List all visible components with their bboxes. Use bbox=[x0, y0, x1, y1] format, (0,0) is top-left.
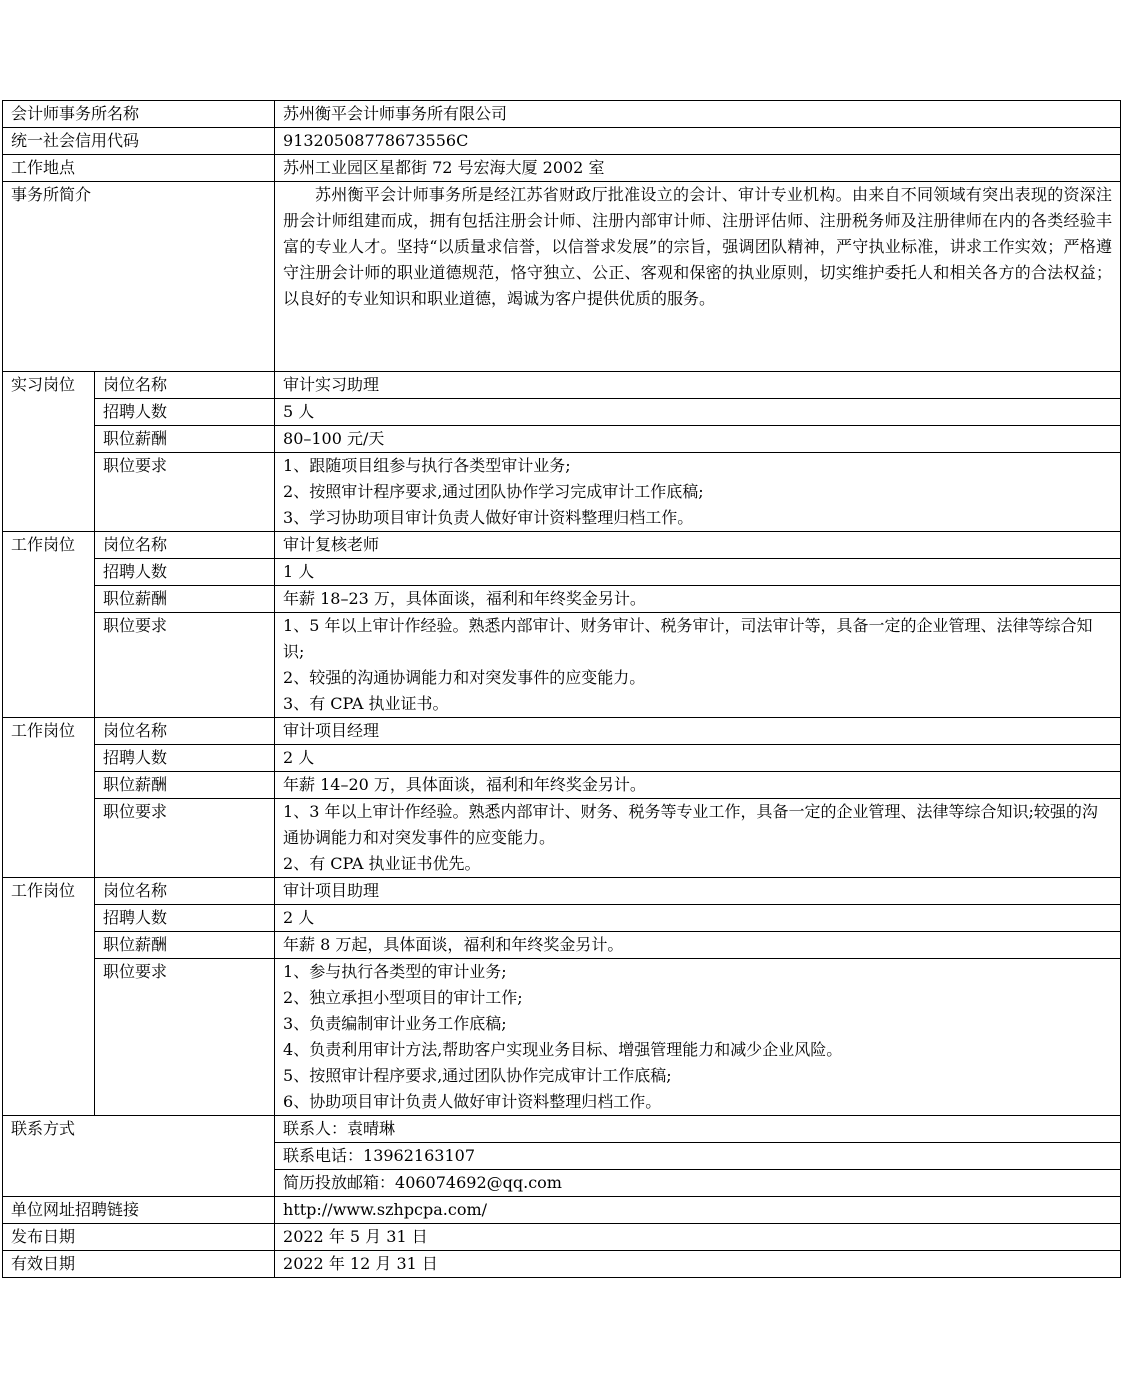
valid-date-row bbox=[3, 1251, 1121, 1278]
intro-text bbox=[275, 182, 1121, 372]
position-row bbox=[3, 426, 1121, 453]
address-value: 苏州工业园区星都街 72 号宏海大厦 2002 室 bbox=[275, 155, 1121, 182]
requirement-item: 3、学习协助项目审计负责人做好审计资料整理归档工作。 bbox=[283, 508, 694, 527]
requirements-list bbox=[275, 613, 1121, 718]
headcount-label: 招聘人数 bbox=[95, 559, 275, 586]
position-row bbox=[3, 559, 1121, 586]
contact-phone: 联系电话：13962163107 bbox=[275, 1143, 1121, 1170]
requirements-label: 职位要求 bbox=[95, 799, 275, 878]
contact-label: 联系方式 bbox=[3, 1116, 275, 1197]
position-row bbox=[3, 745, 1121, 772]
position-row bbox=[3, 932, 1121, 959]
salary-value: 年薪 18–23 万，具体面谈，福利和年终奖金另计。 bbox=[275, 586, 1121, 613]
credit-code-row bbox=[3, 128, 1121, 155]
headcount-value: 5 人 bbox=[275, 399, 1121, 426]
headcount-label: 招聘人数 bbox=[95, 745, 275, 772]
requirements-list bbox=[275, 959, 1121, 1116]
position-category: 实习岗位 bbox=[3, 372, 95, 532]
contact-person: 联系人：袁晴琳 bbox=[275, 1116, 1121, 1143]
position-row bbox=[3, 453, 1121, 532]
position-name-label: 岗位名称 bbox=[95, 878, 275, 905]
address-label: 工作地点 bbox=[3, 155, 275, 182]
position-category: 工作岗位 bbox=[3, 878, 95, 1116]
requirement-item: 2、按照审计程序要求,通过团队协作学习完成审计工作底稿; bbox=[283, 482, 704, 501]
requirement-item: 5、按照审计程序要求,通过团队协作完成审计工作底稿; bbox=[283, 1066, 672, 1085]
position-row bbox=[3, 586, 1121, 613]
valid-date-label: 有效日期 bbox=[3, 1251, 275, 1278]
position-name-label: 岗位名称 bbox=[95, 532, 275, 559]
position-name-value: 审计实习助理 bbox=[275, 372, 1121, 399]
position-row bbox=[3, 905, 1121, 932]
requirement-item: 3、负责编制审计业务工作底稿; bbox=[283, 1014, 507, 1033]
position-row bbox=[3, 772, 1121, 799]
position-row bbox=[3, 372, 1121, 399]
requirement-item: 1、5 年以上审计作经验。熟悉内部审计、财务审计、税务审计，司法审计等，具备一定的企业管理、法律等综合知识; bbox=[283, 616, 1093, 661]
requirement-item: 4、负责利用审计方法,帮助客户实现业务目标、增强管理能力和减少企业风险。 bbox=[283, 1040, 843, 1059]
requirement-item: 3、有 CPA 执业证书。 bbox=[283, 694, 449, 713]
position-name-value: 审计项目助理 bbox=[275, 878, 1121, 905]
firm-name-value: 苏州衡平会计师事务所有限公司 bbox=[275, 101, 1121, 128]
valid-date-value: 2022 年 12 月 31 日 bbox=[275, 1251, 1121, 1278]
position-name-value: 审计项目经理 bbox=[275, 718, 1121, 745]
address-row bbox=[3, 155, 1121, 182]
salary-label: 职位薪酬 bbox=[95, 586, 275, 613]
headcount-value: 2 人 bbox=[275, 745, 1121, 772]
position-row bbox=[3, 399, 1121, 426]
requirements-label: 职位要求 bbox=[95, 959, 275, 1116]
requirement-item: 6、协助项目审计负责人做好审计资料整理归档工作。 bbox=[283, 1092, 662, 1111]
position-row bbox=[3, 613, 1121, 718]
salary-value: 年薪 8 万起，具体面谈，福利和年终奖金另计。 bbox=[275, 932, 1121, 959]
headcount-value: 1 人 bbox=[275, 559, 1121, 586]
intro-label: 事务所简介 bbox=[3, 182, 275, 372]
position-row bbox=[3, 532, 1121, 559]
requirement-item: 2、独立承担小型项目的审计工作; bbox=[283, 988, 523, 1007]
requirements-label: 职位要求 bbox=[95, 613, 275, 718]
credit-code-value: 91320508778673556C bbox=[275, 128, 1121, 155]
salary-value: 年薪 14–20 万，具体面谈，福利和年终奖金另计。 bbox=[275, 772, 1121, 799]
headcount-value: 2 人 bbox=[275, 905, 1121, 932]
salary-label: 职位薪酬 bbox=[95, 932, 275, 959]
position-row bbox=[3, 718, 1121, 745]
position-name-label: 岗位名称 bbox=[95, 718, 275, 745]
credit-code-label: 统一社会信用代码 bbox=[3, 128, 275, 155]
position-name-label: 岗位名称 bbox=[95, 372, 275, 399]
requirements-list bbox=[275, 799, 1121, 878]
contact-email: 简历投放邮箱：406074692@qq.com bbox=[275, 1170, 1121, 1197]
recruitment-table bbox=[2, 100, 1121, 1278]
position-row bbox=[3, 799, 1121, 878]
website-row bbox=[3, 1197, 1121, 1224]
position-category: 工作岗位 bbox=[3, 532, 95, 718]
position-row bbox=[3, 878, 1121, 905]
requirement-item: 1、参与执行各类型的审计业务; bbox=[283, 962, 507, 981]
intro-paragraph: 苏州衡平会计师事务所是经江苏省财政厅批准设立的会计、审计专业机构。由来自不同领域有突出表现的资深注册会计师组建而成，拥有包括注册会计师、注册内部审计师、注册评估师、注册税务师及注册律师在内的各类经验丰富的专业人才。坚持“以质量求信誉，以信誉求发展”的宗旨，强调团队精神，严守执业标准，讲求工作实效；严格遵守注册会计师的职业道德规范，恪守独立、公正、客观和保密的执业原则，切实维护委托人和相关各方的合法权益；以良好的专业知识和职业道德，竭诚为客户提供优质的服务。 bbox=[283, 185, 1113, 308]
firm-name-label: 会计师事务所名称 bbox=[3, 101, 275, 128]
publish-date-row bbox=[3, 1224, 1121, 1251]
requirement-item: 2、较强的沟通协调能力和对突发事件的应变能力。 bbox=[283, 668, 646, 687]
position-name-value: 审计复核老师 bbox=[275, 532, 1121, 559]
position-category: 工作岗位 bbox=[3, 718, 95, 878]
headcount-label: 招聘人数 bbox=[95, 399, 275, 426]
contact-row bbox=[3, 1116, 1121, 1143]
requirements-label: 职位要求 bbox=[95, 453, 275, 532]
requirement-item: 1、跟随项目组参与执行各类型审计业务; bbox=[283, 456, 571, 475]
requirements-list bbox=[275, 453, 1121, 532]
position-row bbox=[3, 959, 1121, 1116]
headcount-label: 招聘人数 bbox=[95, 905, 275, 932]
publish-date-label: 发布日期 bbox=[3, 1224, 275, 1251]
salary-label: 职位薪酬 bbox=[95, 426, 275, 453]
publish-date-value: 2022 年 5 月 31 日 bbox=[275, 1224, 1121, 1251]
website-label: 单位网址招聘链接 bbox=[3, 1197, 275, 1224]
requirement-item: 1、3 年以上审计作经验。熟悉内部审计、财务、税务等专业工作，具备一定的企业管理、法律等综合知识;较强的沟通协调能力和对突发事件的应变能力。 bbox=[283, 802, 1098, 847]
website-link[interactable]: http://www.szhpcpa.com/ bbox=[275, 1197, 1121, 1224]
requirement-item: 2、有 CPA 执业证书优先。 bbox=[283, 854, 481, 873]
firm-name-row bbox=[3, 101, 1121, 128]
salary-label: 职位薪酬 bbox=[95, 772, 275, 799]
salary-value: 80–100 元/天 bbox=[275, 426, 1121, 453]
intro-row bbox=[3, 182, 1121, 372]
